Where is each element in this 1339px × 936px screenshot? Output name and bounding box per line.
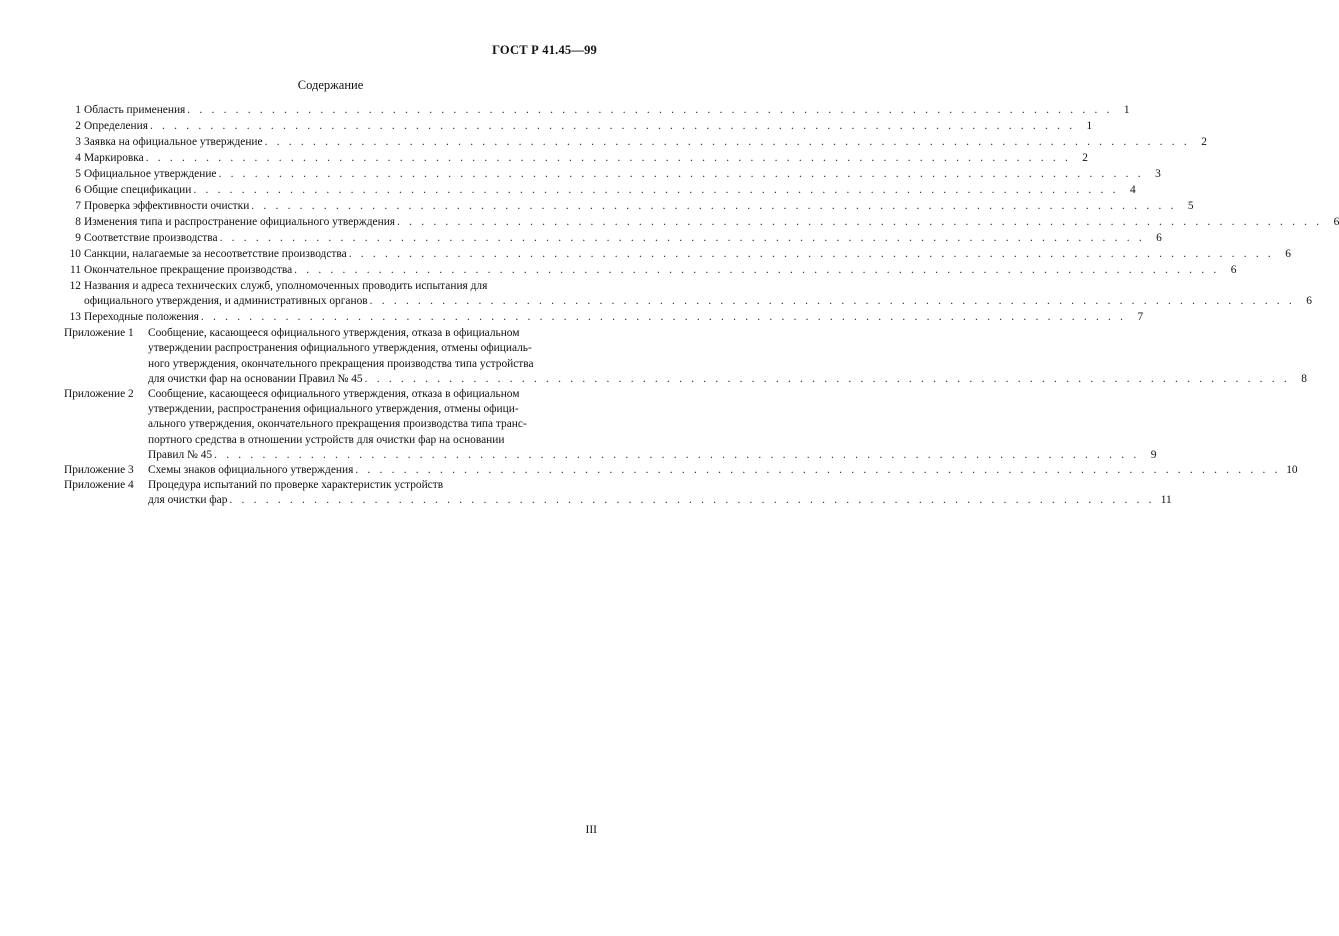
toc-section-entry [64,279,1312,309]
entry-text: Сообщение, касающееся официального утверждения, отказа в официальном [148,388,520,401]
entry-text: Соответствие производства [84,232,218,244]
entry-text: Область применения [84,104,186,116]
entry-text: для очистки фар на основании Правил № 45 [148,372,363,385]
section-number: 13 [69,311,81,324]
entry-page-number: 11 [1160,494,1172,507]
entry-page-number: 6 [1285,248,1291,260]
entry-text: Окончательное прекращение производства [84,264,293,276]
dot-leader: . . . . . . . . . . . . . . . . . . . . . . . . . . . . . . . . . . . . . . . . . . . . . . . . . . . . . . . . . . . . . . . . . . . . . . . . . . . . . [229,494,1155,507]
entry-text: Санкции, налагаемые за несоответствие производства [84,248,347,260]
toc-section-entry [64,167,1161,182]
section-number: 5 [75,168,81,180]
toc-appendix-entry [64,326,1307,387]
entry-text: Определения [84,120,148,132]
entry-text: Процедура испытаний по проверке характеристик устройств [148,479,444,492]
entry-page-number: 2 [1082,152,1088,164]
toc-title: Содержание [297,78,364,92]
entry-page-number: 3 [1155,168,1161,180]
dot-leader: . . . . . . . . . . . . . . . . . . . . . . . . . . . . . . . . . . . . . . . . . . . . . . . . . . . . . . . . . . . . . . . . . . . . . . . . . . . . . [193,184,1119,196]
entry-page-number: 10 [1286,464,1298,477]
entry-text: Заявка на официальное утверждение [84,136,263,148]
section-number: 4 [75,152,81,164]
dot-leader: . . . . . . . . . . . . . . . . . . . . . . . . . . . . . . . . . . . . . . . . . . . . . . . . . . . . . . . . . . . . . . . . . . . . . . . . . . . . . [348,248,1274,260]
entry-page-number: 6 [1306,295,1312,308]
dot-leader: . . . . . . . . . . . . . . . . . . . . . . . . . . . . . . . . . . . . . . . . . . . . . . . . . . . . . . . . . . . . . . . . . . . . . . . . . . . . . [369,295,1295,308]
entry-page-number: 6 [1156,232,1162,244]
toc-section-entry [64,119,1093,134]
section-number: 12 [69,280,81,292]
dot-leader: . . . . . . . . . . . . . . . . . . . . . . . . . . . . . . . . . . . . . . . . . . . . . . . . . . . . . . . . . . . . . . . . . . . . . . . . . . . . . [251,200,1177,212]
entry-text: ального утверждения, окончательного прекращения производства типа транс- [148,418,527,431]
dot-leader: . . . . . . . . . . . . . . . . . . . . . . . . . . . . . . . . . . . . . . . . . . . . . . . . . . . . . . . . . . . . . . . . . . . . . . . . . . . . . [264,136,1190,148]
dot-leader: . . . . . . . . . . . . . . . . . . . . . . . . . . . . . . . . . . . . . . . . . . . . . . . . . . . . . . . . . . . . . . . . . . . . . . . . . . . . . [145,152,1071,164]
section-number: 1 [75,104,81,116]
section-number: 10 [69,248,81,260]
section-number: 3 [75,136,81,148]
entry-page-number: 1 [1086,120,1093,132]
section-number: 8 [75,216,81,228]
entry-text: утверждении распространения официального утверждения, отмены официаль- [148,342,532,355]
toc-section-entry [64,310,1144,325]
section-number: 9 [75,232,81,244]
page-number: III [585,824,597,836]
dot-leader: . . . . . . . . . . . . . . . . . . . . . . . . . . . . . . . . . . . . . . . . . . . . . . . . . . . . . . . . . . . . . . . . . . . . . . . . . . . . . [397,216,1323,228]
entry-text: Сообщение, касающееся официального утверждения, отказа в официальном [148,327,520,340]
appendix-label: Приложение 3 [64,464,134,477]
toc-section-entry [64,135,1207,150]
entry-page-number: 4 [1129,184,1136,196]
entry-text: для очистки фар [148,494,228,507]
entry-text: утверждении, распространения официального утверждения, отмены офици- [148,403,519,416]
entry-text: Проверка эффективности очистки [84,200,250,212]
entry-page-number: 1 [1123,104,1130,116]
entry-page-number: 6 [1333,216,1339,228]
toc-section-entry [64,215,1339,230]
entry-text: ного утверждения, окончательного прекращения производства типа устройства [148,357,534,370]
entry-text: Изменения типа и распространение официального утверждения [84,216,396,228]
dot-leader: . . . . . . . . . . . . . . . . . . . . . . . . . . . . . . . . . . . . . . . . . . . . . . . . . . . . . . . . . . . . . . . . . . . . . . . . . . . . . [200,311,1127,324]
entry-page-number: 2 [1201,136,1207,148]
dot-leader: . . . . . . . . . . . . . . . . . . . . . . . . . . . . . . . . . . . . . . . . . . . . . . . . . . . . . . . . . . . . . . . . . . . . . . . . . . . . . [187,104,1113,116]
entry-page-number: 8 [1301,372,1307,385]
toc-appendix-entry [64,478,1172,508]
dot-leader: . . . . . . . . . . . . . . . . . . . . . . . . . . . . . . . . . . . . . . . . . . . . . . . . . . . . . . . . . . . . . . . . . . . . . . . . . . . . . [214,448,1140,461]
entry-page-number: 6 [1230,264,1237,276]
entry-text: официального утверждения, и административных органов [84,295,368,308]
dot-leader: . . . . . . . . . . . . . . . . . . . . . . . . . . . . . . . . . . . . . . . . . . . . . . . . . . . . . . . . . . . . . . . . . . . . . . . . . . . . . [218,168,1144,180]
entry-page-number: 5 [1187,200,1194,212]
entry-text: Правил № 45 [148,448,213,461]
entry-page-number: 9 [1150,448,1157,461]
entry-text: Общие спецификации [84,184,192,196]
dot-leader: . . . . . . . . . . . . . . . . . . . . . . . . . . . . . . . . . . . . . . . . . . . . . . . . . . . . . . . . . . . . . . . . . . . . . . . . . . . . . [355,464,1281,477]
toc-appendix-entry [64,463,1298,478]
toc-section-entry [64,183,1136,198]
toc-section-entry [64,199,1194,214]
entry-text: Переходные положения [84,311,199,324]
entry-text: Официальное утверждение [84,168,217,180]
toc-section-entry [64,231,1162,246]
dot-leader: . . . . . . . . . . . . . . . . . . . . . . . . . . . . . . . . . . . . . . . . . . . . . . . . . . . . . . . . . . . . . . . . . . . . . . . . . . . . . [149,120,1076,132]
dot-leader: . . . . . . . . . . . . . . . . . . . . . . . . . . . . . . . . . . . . . . . . . . . . . . . . . . . . . . . . . . . . . . . . . . . . . . . . . . . . . [294,264,1220,276]
entry-text: портного средства в отношении устройств для очистки фар на основании [148,433,505,446]
entry-text: Схемы знаков официального утверждения [148,464,354,477]
entry-text: Маркировка [84,152,144,164]
dot-leader: . . . . . . . . . . . . . . . . . . . . . . . . . . . . . . . . . . . . . . . . . . . . . . . . . . . . . . . . . . . . . . . . . . . . . . . . . . . . . [219,232,1145,244]
table-of-contents [64,103,1339,509]
toc-section-entry [64,263,1237,278]
appendix-label: Приложение 1 [64,327,134,340]
appendix-label: Приложение 4 [64,479,134,492]
toc-appendix-entry [64,387,1157,463]
toc-section-entry [64,151,1088,166]
toc-section-entry [64,247,1291,262]
section-number: 11 [70,264,81,276]
section-number: 6 [75,184,81,196]
dot-leader: . . . . . . . . . . . . . . . . . . . . . . . . . . . . . . . . . . . . . . . . . . . . . . . . . . . . . . . . . . . . . . . . . . . . . . . . . . . . . [364,372,1290,385]
section-number: 7 [75,200,81,212]
toc-section-entry [64,103,1130,118]
entry-page-number: 7 [1137,311,1144,324]
entry-text: Названия и адреса технических служб, уполномоченных проводить испытания для [84,280,488,292]
section-number: 2 [75,120,81,132]
document-code: ГОСТ Р 41.45—99 [492,43,597,57]
appendix-label: Приложение 2 [64,388,134,401]
